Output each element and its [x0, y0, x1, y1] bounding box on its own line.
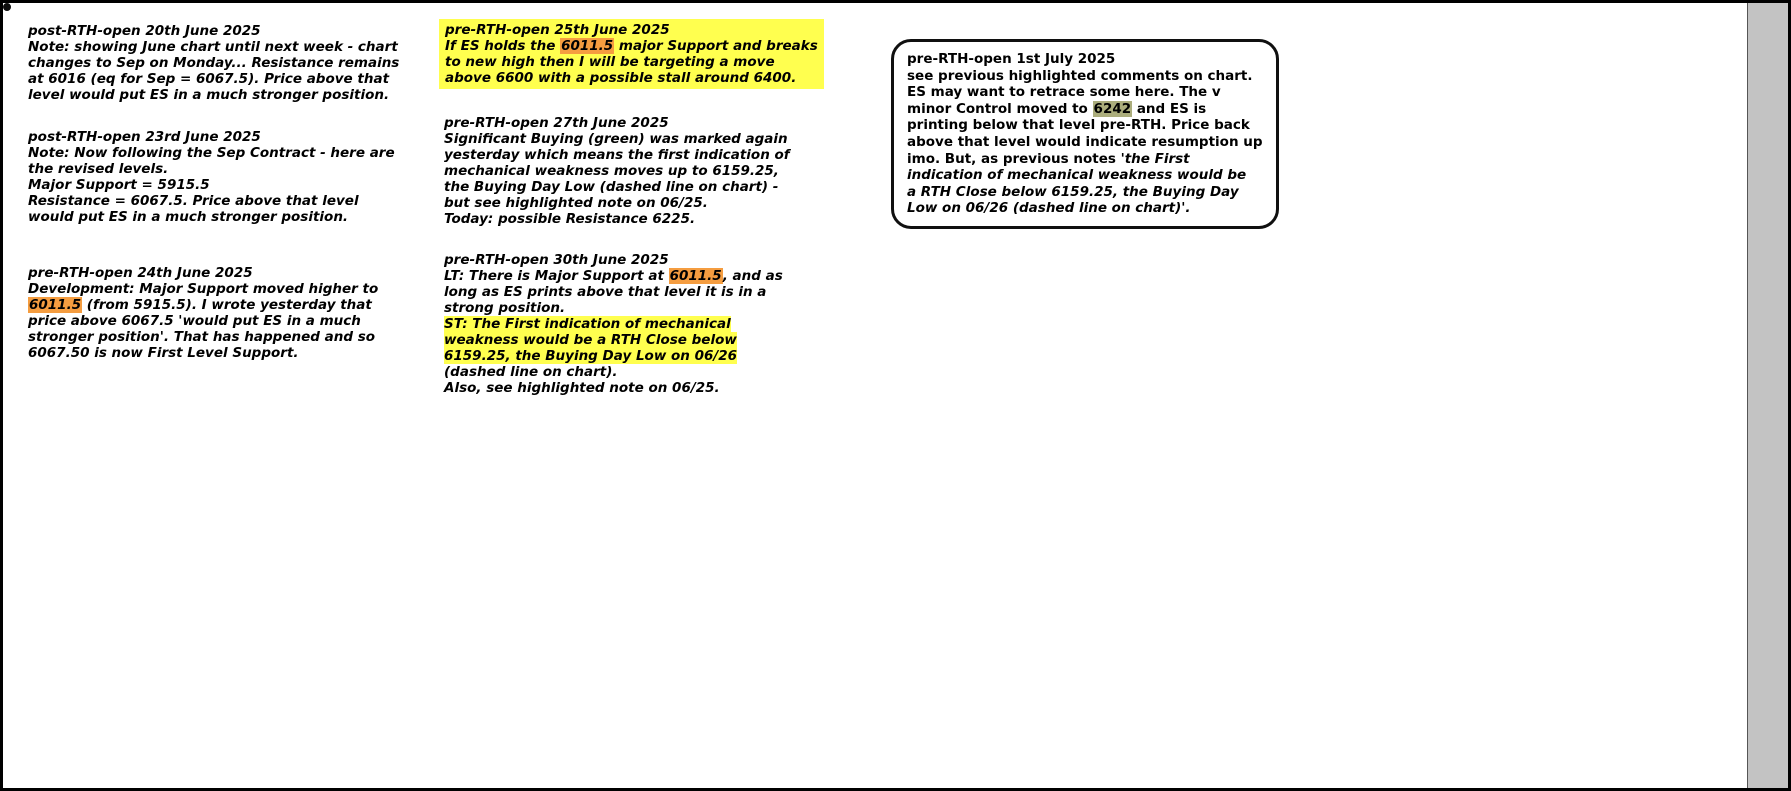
text-line: post-RTH-open 23rd June 2025 — [28, 129, 261, 145]
text-line: yesterday which means the first indication of — [444, 147, 790, 163]
note-23rd-june — [28, 129, 395, 225]
text-line: imo. But, as previous notes 'the First — [907, 150, 1190, 167]
text-line: long as ES prints above that level it is in a — [444, 284, 767, 300]
text-line: 6067.50 is now First Level Support. — [28, 345, 299, 361]
note-20th-june — [28, 23, 399, 103]
text-line: indication of mechanical weakness would be — [907, 167, 1247, 184]
text-line: Development: Major Support moved higher to — [28, 281, 379, 297]
text-line: pre-RTH-open 24th June 2025 — [28, 265, 253, 281]
text-line: Also, see highlighted note on 06/25. — [444, 380, 720, 396]
text-line: but see highlighted note on 06/25. — [444, 195, 708, 211]
text-line: see previous highlighted comments on chart. — [907, 67, 1253, 84]
text-line: would put ES in a much stronger position. — [28, 209, 349, 225]
text-line: 6011.5 (from 5915.5). I wrote yesterday that — [29, 297, 372, 313]
text-line: a RTH Close below 6159.25, the Buying Day — [907, 183, 1239, 200]
text-line: strong position. — [444, 300, 566, 316]
text-line: ES may want to retrace some here. The v — [907, 84, 1221, 101]
text-line: Significant Buying (green) was marked again — [444, 131, 788, 147]
text-line: Today: possible Resistance 6225. — [444, 211, 696, 227]
text-line: to new high then I will be targeting a move — [445, 54, 775, 70]
text-line: ST: The First indication of mechanical — [444, 316, 731, 332]
inset-es-daily-chart — [3, 3, 11, 11]
text-line: minor Control moved to 6242 and ES is — [907, 100, 1207, 117]
price-axis[interactable] — [1747, 3, 1791, 788]
text-line: the Buying Day Low (dashed line on chart) - — [444, 179, 779, 195]
text-line: Resistance = 6067.5. Price above that level — [28, 193, 359, 209]
text-line: above 6600 with a possible stall around 6400. — [445, 70, 797, 86]
text-line: Low on 06/26 (dashed line on chart)'. — [907, 200, 1191, 217]
text-line: Major Support = 5915.5 — [28, 177, 210, 193]
text-line: pre-RTH-open 30th June 2025 — [444, 252, 669, 268]
text-line: at 6016 (eq for Sep = 6067.5). Price above that — [28, 71, 390, 87]
text-line: pre-RTH-open 25th June 2025 — [445, 22, 670, 38]
text-line: mechanical weakness moves up to 6159.25, — [444, 163, 779, 179]
text-line: pre-RTH-open 1st July 2025 — [907, 51, 1116, 67]
text-line: printing below that level pre-RTH. Price back — [907, 117, 1250, 134]
text-line: stronger position'. That has happened and so — [28, 329, 376, 345]
text-line: LT: There is Major Support at 6011.5, and as — [444, 268, 783, 284]
text-line: pre-RTH-open 27th June 2025 — [444, 115, 669, 131]
note-30th-june — [444, 252, 783, 396]
note-27th-june — [444, 115, 790, 227]
text-line: above that level would indicate resumption up — [907, 133, 1263, 150]
text-line: 6159.25, the Buying Day Low on 06/26 — [444, 348, 738, 364]
text-line: post-RTH-open 20th June 2025 — [28, 23, 261, 39]
text-line: changes to Sep on Monday... Resistance remains — [28, 55, 400, 71]
note-24th-june — [28, 265, 378, 361]
text-line: the revised levels. — [28, 161, 169, 177]
note-25th-june — [439, 19, 824, 89]
text-line: If ES holds the 6011.5 major Support and breaks — [445, 38, 818, 54]
text-line: (dashed line on chart). — [444, 364, 618, 380]
text-line: Note: showing June chart until next week - chart — [28, 39, 398, 55]
text-line: Note: Now following the Sep Contract - here are — [28, 145, 395, 161]
text-line: weakness would be a RTH Close below — [444, 332, 737, 348]
text-line: price above 6067.5 'would put ES in a much — [28, 313, 361, 329]
note-1st-july-callout — [891, 39, 1279, 229]
text-line: level would put ES in a much stronger position. — [28, 87, 390, 103]
